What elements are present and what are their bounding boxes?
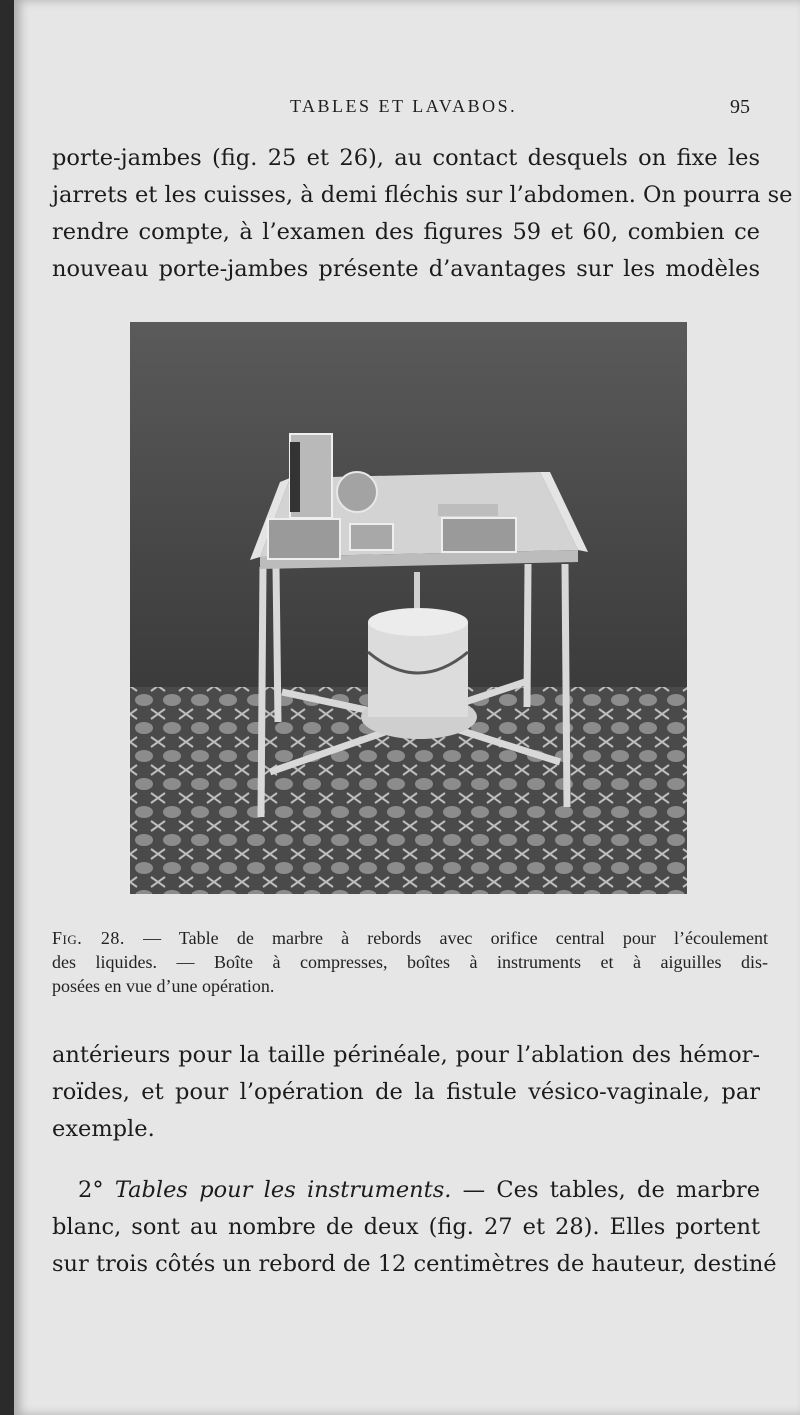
- caption-line: des liquides. — Boîte à compresses, boîtes à instruments et à aiguilles dis-: [52, 952, 768, 972]
- paragraph-3: [52, 1172, 777, 1283]
- page-header: [14, 96, 800, 120]
- paragraph-1: [52, 140, 793, 288]
- text-line: porte-jambes (fig. 25 et 26), au contact desquels on fixe les: [52, 145, 760, 171]
- figure-caption: [52, 926, 768, 998]
- text-line: blanc, sont au nombre de deux (fig. 27 et 28). Elles portent: [52, 1214, 760, 1240]
- text-fragment: — Ces tables, de marbre: [451, 1177, 761, 1203]
- page-number: 95: [730, 96, 750, 118]
- text-line: rendre compte, à l’examen des figures 59 et 60, combien ce: [52, 219, 760, 245]
- text-line: jarrets et les cuisses, à demi fléchis sur l’abdomen. On pourra se: [52, 182, 793, 208]
- figure-label: Fig. 28.: [52, 928, 125, 948]
- paragraph-2: [52, 1037, 760, 1148]
- text-line: roïdes, et pour l’opération de la fistule vésico-vaginale, par: [52, 1079, 760, 1105]
- figure-photograph: [130, 322, 687, 894]
- running-title: TABLES ET LAVABOS.: [290, 96, 518, 116]
- caption-line: — Table de marbre à rebords avec orifice central pour l’écoulement: [124, 928, 768, 948]
- text-line: sur trois côtés un rebord de 12 centimètres de hauteur, destiné: [52, 1251, 777, 1277]
- text-line: exemple.: [52, 1116, 155, 1142]
- section-heading: Tables pour les instruments.: [114, 1177, 452, 1203]
- table-photo: [130, 322, 687, 894]
- book-page: [14, 0, 800, 1415]
- section-number: 2°: [78, 1177, 104, 1203]
- text-line: antérieurs pour la taille périnéale, pour l’ablation des hémor-: [52, 1042, 760, 1068]
- caption-line: posées en vue d’une opération.: [52, 976, 275, 996]
- text-line: nouveau porte-jambes présente d’avantages sur les modèles: [52, 256, 760, 282]
